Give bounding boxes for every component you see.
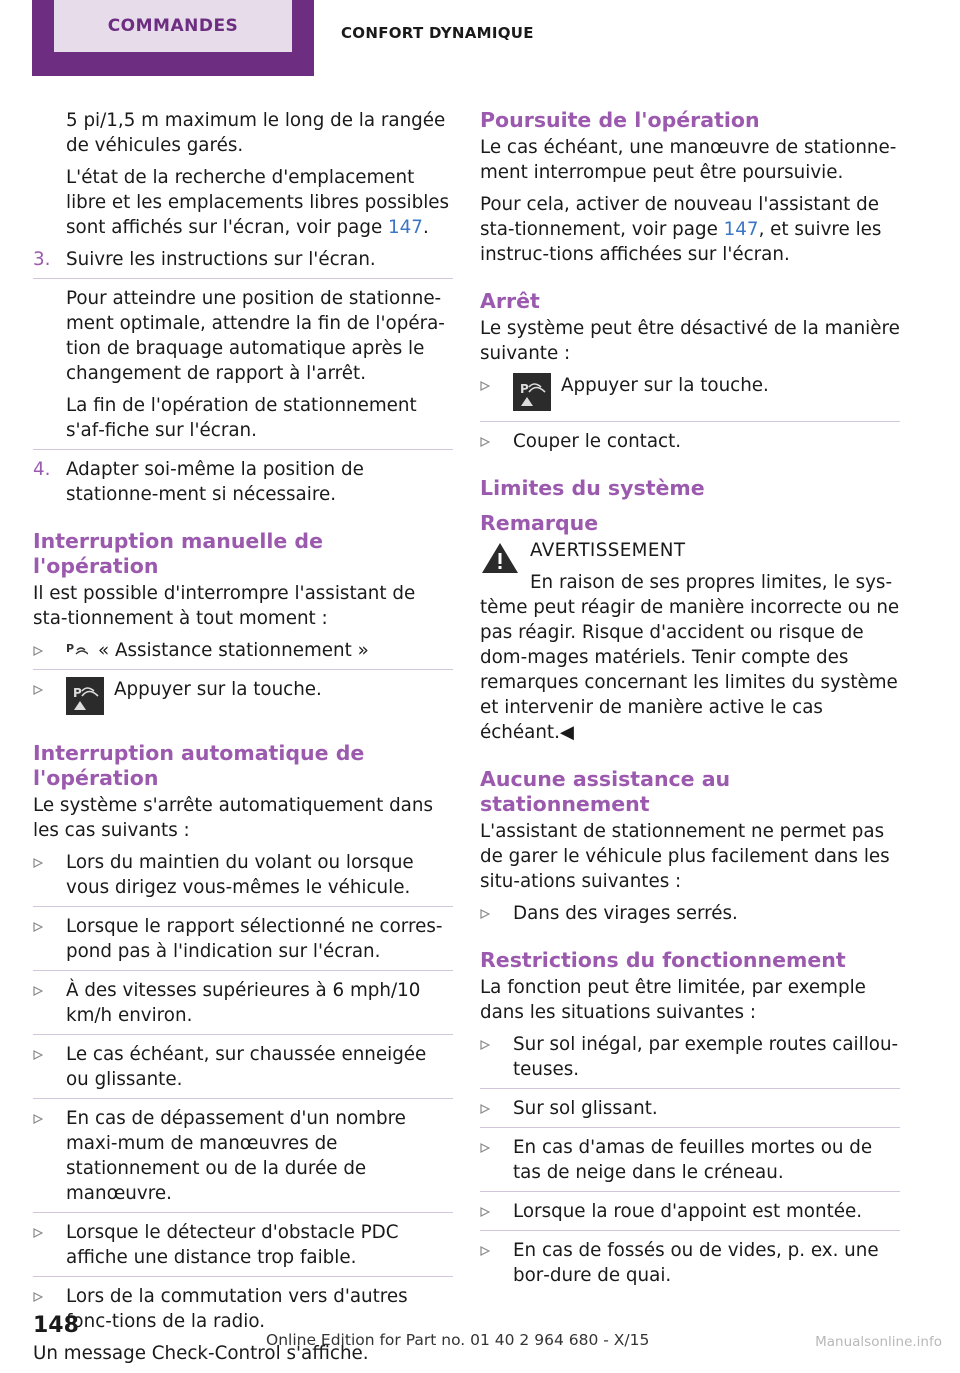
list-item-text: Lors du maintien du volant ou lorsque vous dirigez vous-mêmes le véhicule.: [66, 852, 414, 898]
page-link[interactable]: 147: [723, 219, 759, 240]
list-item: [480, 1238, 900, 1288]
bullet-triangle-icon: [33, 914, 43, 932]
list-item: [480, 1032, 900, 1089]
manual-intro: Il est possible d'interrompre l'assistant de sta‐tionnement à tout moment :: [33, 583, 416, 629]
check-control-message: Un message Check-Control s'affiche.: [33, 1343, 369, 1364]
continued-text-2: L'état de la recherche d'emplacement libre et les emplacements libres possibles sont affichés sur l'écran, voir page 147.: [66, 167, 450, 238]
list-item: [33, 638, 453, 670]
step-3-detail-1: Pour atteindre une position de stationne‐ment optimale, attendre la fin de l'opéra‐tion de braquage automatique après le changement de rapport à l'arrêt.: [66, 288, 445, 384]
list-item: [33, 677, 453, 719]
bullet-triangle-icon: [480, 429, 490, 447]
heading-restrictions: Restrictions du fonctionnement: [480, 948, 846, 972]
bullet-triangle-icon: [33, 1284, 43, 1302]
step-text: Adapter soi-même la position de stationne‐ment si nécessaire.: [66, 459, 364, 505]
resume-text-1: Le cas échéant, une manœuvre de stationne‐ment interrompue peut être poursuivie.: [480, 137, 897, 183]
bullet-triangle-icon: [480, 373, 490, 391]
list-item-text: En cas de dépassement d'un nombre maxi‐mum de manœuvres de stationnement ou de la durée de manœuvre.: [66, 1108, 406, 1204]
heading-stop: Arrêt: [480, 289, 540, 313]
list-item: [480, 1096, 900, 1128]
step-number: 4.: [33, 459, 51, 480]
heading-manual-interrupt: Interruption manuelle de l'opération: [33, 529, 324, 578]
list-item-text: Lorsque le rapport sélectionné ne corres‐pond pas à l'indication sur l'écran.: [66, 916, 443, 962]
bullet-triangle-icon: [33, 1220, 43, 1238]
list-item-text: En cas d'amas de feuilles mortes ou de tas de neige dans le créneau.: [513, 1137, 873, 1183]
heading-auto-interrupt: Interruption automatique de l'opération: [33, 741, 365, 790]
auto-interrupt-list: [33, 850, 453, 1334]
list-item-text: Appuyer sur la touche.: [561, 375, 769, 396]
step-3: [33, 247, 453, 279]
list-item: [480, 901, 900, 926]
section-tab: [32, 0, 314, 76]
bullet-triangle-icon: [480, 1199, 490, 1217]
section-tab-label: COMMANDES: [54, 0, 292, 52]
step-3-detail-2: La fin de l'opération de stationnement s'af‐fiche sur l'écran.: [33, 393, 453, 450]
no-assist-intro: L'assistant de stationnement ne permet pas de garer le véhicule plus facilement dans les situ‐ations suivantes :: [480, 821, 890, 892]
edition-footer: Online Edition for Part no. 01 40 2 964 680 - X/15: [266, 1331, 650, 1349]
list-item-text: En cas de fossés ou de vides, p. ex. une bor‐dure de quai.: [513, 1240, 879, 1286]
list-item: [33, 850, 453, 907]
list-item: [33, 1042, 453, 1099]
list-item-text: Sur sol glissant.: [513, 1098, 658, 1119]
svg-text:P: P: [66, 642, 75, 655]
bullet-triangle-icon: [33, 638, 43, 656]
list-item-text: Lors de la commutation vers d'autres fonc‐tions de la radio.: [66, 1286, 408, 1332]
list-item: [33, 978, 453, 1035]
bullet-triangle-icon: [33, 850, 43, 868]
parking-assistant-icon: [66, 640, 88, 658]
list-item-text: Dans des virages serrés.: [513, 903, 738, 924]
list-item: [33, 914, 453, 971]
list-item: [480, 373, 900, 422]
parking-assistant-button-icon: [66, 677, 104, 715]
continued-text-1: 5 pi/1,5 m maximum le long de la rangée de véhicules garés.: [66, 110, 446, 156]
chapter-title: CONFORT DYNAMIQUE: [341, 24, 534, 42]
auto-intro: Le système s'arrête automatiquement dans les cas suivants :: [33, 795, 433, 841]
bullet-triangle-icon: [33, 677, 43, 695]
heading-resume: Poursuite de l'opération: [480, 108, 760, 132]
list-item-text: Lorsque le détecteur d'obstacle PDC affiche une distance trop faible.: [66, 1222, 399, 1268]
step-text: Suivre les instructions sur l'écran.: [66, 249, 376, 270]
list-item-text: Couper le contact.: [513, 431, 682, 452]
bullet-triangle-icon: [480, 1096, 490, 1114]
heading-no-assist: Aucune assistance au stationnement: [480, 767, 731, 816]
bullet-triangle-icon: [480, 1032, 490, 1050]
bullet-triangle-icon: [33, 978, 43, 996]
list-item: [480, 429, 900, 454]
list-item: [33, 1106, 453, 1213]
list-item: [480, 1135, 900, 1192]
page-link[interactable]: 147: [388, 217, 423, 238]
watermark: Manualsonline.info: [815, 1334, 942, 1350]
list-item-text: « Assistance stationnement »: [98, 640, 369, 661]
bullet-triangle-icon: [33, 1042, 43, 1060]
svg-text:P: P: [520, 382, 529, 396]
bullet-triangle-icon: [33, 1106, 43, 1124]
step-4: [33, 457, 453, 507]
left-column: [33, 108, 453, 1373]
right-column: [480, 108, 900, 1295]
list-item-text: Appuyer sur la touche.: [114, 679, 322, 700]
svg-text:P: P: [73, 686, 82, 700]
restrictions-list: [480, 1032, 900, 1288]
resume-text-2: Pour cela, activer de nouveau l'assistant de sta‐tionnement, voir page 147, et suivre les instruc‐tions affichées sur l'écran.: [480, 194, 882, 265]
list-item-text: Sur sol inégal, par exemple routes caillou‐teuses.: [513, 1034, 899, 1080]
restrictions-intro: La fonction peut être limitée, par exemple dans les situations suivantes :: [480, 977, 866, 1023]
stop-intro: Le système peut être désactivé de la manière suivante :: [480, 318, 900, 364]
warning-triangle-icon: [480, 540, 520, 583]
list-item: [480, 1199, 900, 1231]
list-item-text: À des vitesses supérieures à 6 mph/10 km/h environ.: [66, 980, 421, 1026]
step-number: 3.: [33, 249, 51, 270]
page-number: 148: [33, 1313, 79, 1338]
list-item: [33, 1220, 453, 1277]
heading-note: Remarque: [480, 511, 599, 535]
list-item-text: Lorsque la roue d'appoint est montée.: [513, 1201, 863, 1222]
heading-limits: Limites du système: [480, 476, 705, 500]
warning-block: [480, 538, 900, 563]
parking-assistant-button-icon: [513, 373, 551, 411]
bullet-triangle-icon: [480, 1135, 490, 1153]
warning-text: En raison de ses propres limites, le sys‐tème peut réagir de manière incorrecte ou ne pas réagir. Risque d'accident ou risque de dom‐mages matériels. Tenir compte des remarques concernant les limites du système et intervenir de manière active le cas échéant.◀: [480, 572, 900, 743]
bullet-triangle-icon: [480, 1238, 490, 1256]
list-item-text: Le cas échéant, sur chaussée enneigée ou glissante.: [66, 1044, 427, 1090]
warning-title: AVERTISSEMENT: [530, 540, 686, 561]
list-item: [33, 1284, 453, 1334]
bullet-triangle-icon: [480, 901, 490, 919]
